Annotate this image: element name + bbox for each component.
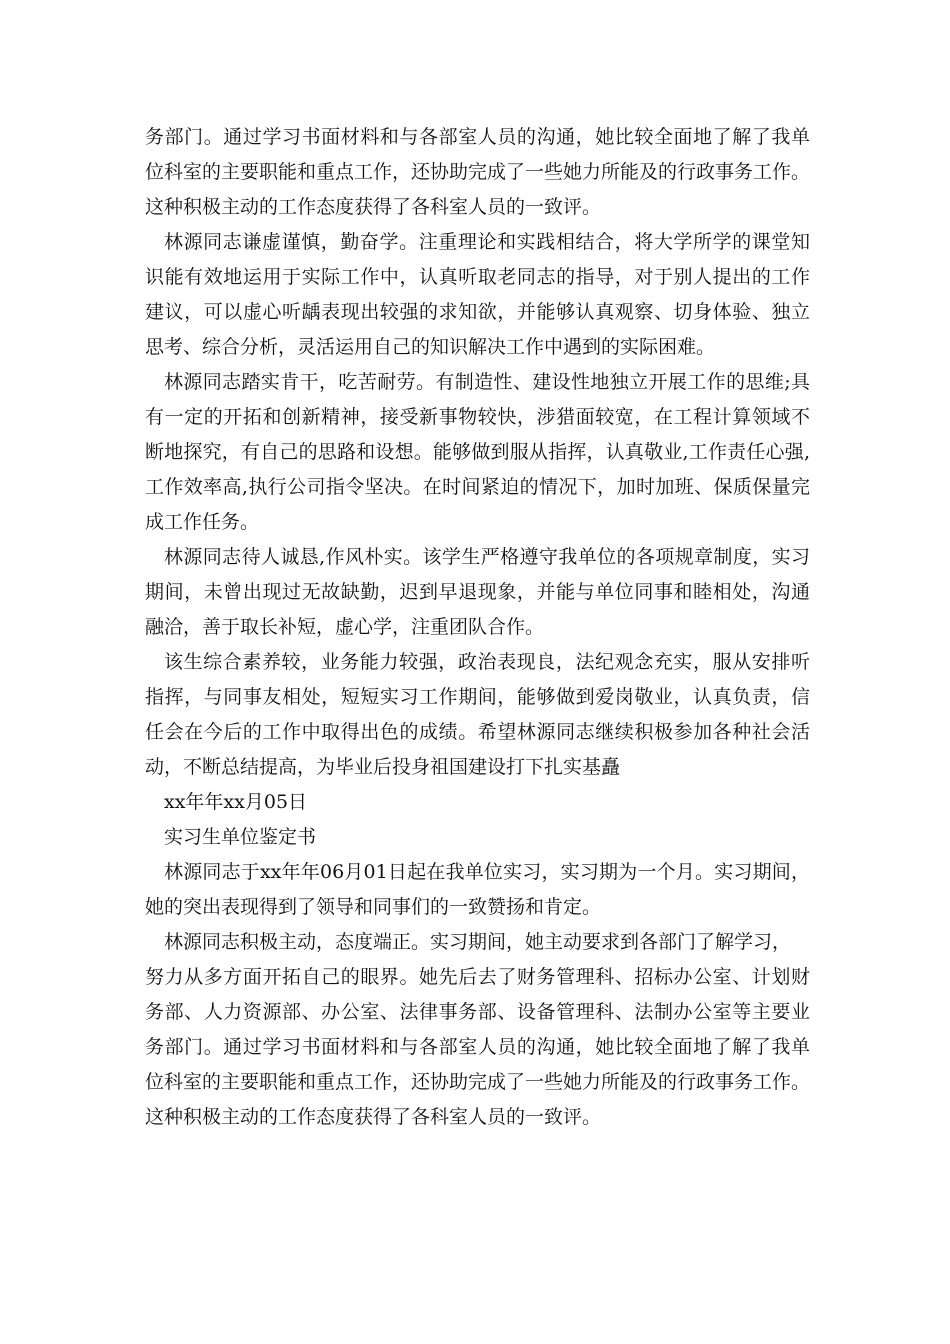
text-line: 这种积极主动的工作态度获得了各科室人员的一致评。 xyxy=(145,1106,602,1128)
text-line: 她的突出表现得到了领导和同事们的一致赞扬和肯定。 xyxy=(145,896,602,918)
text-line: 建议，可以虚心听龋表现出较强的求知欲，并能够认真观察、切身体验、独立 xyxy=(145,301,810,323)
text-line: 有一定的开拓和创新精神，接受新事物较快，涉猎面较宽，在工程计算领域不 xyxy=(145,406,810,428)
text-line: 期间，未曾出现过无故缺勤，迟到早退现象，并能与单位同事和睦相处，沟通 xyxy=(145,581,810,603)
text-line: 任会在今后的工作中取得出色的成绩。希望林源同志继续积极参加各种社会活 xyxy=(145,721,810,743)
text-line: 工作效率高,执行公司指令坚决。在时间紧迫的情况下，加时加班、保质保量完 xyxy=(145,476,810,498)
paragraph-start-line: 林源同志于xx年年06月01日起在我单位实习，实习期为一个月。实习期间， xyxy=(164,861,810,883)
paragraph-start-line: 林源同志谦虚谨慎，勤奋学。注重理论和实践相结合，将大学所学的课堂知 xyxy=(164,231,810,253)
text-line: 动，不断总结提高，为毕业后投身祖国建设打下扎实基矗 xyxy=(145,756,621,778)
text-line: 思考、综合分析，灵活运用自己的知识解决工作中遇到的实际困难。 xyxy=(145,336,716,358)
text-line: 务部、人力资源部、办公室、法律事务部、设备管理科、法制办公室等主要业 xyxy=(145,1001,810,1023)
section-title: 实习生单位鉴定书 xyxy=(164,826,317,848)
text-line: 融洽，善于取长补短，虚心学，注重团队合作。 xyxy=(145,616,545,638)
paragraph-start-line: 林源同志待人诚恳,作风朴实。该学生严格遵守我单位的各项规章制度，实习 xyxy=(164,546,810,568)
text-line: 努力从多方面开拓自己的眼界。她先后去了财务管理科、招标办公室、计划财 xyxy=(145,966,810,988)
document-body xyxy=(145,120,810,1135)
text-line: 成工作任务。 xyxy=(145,511,260,533)
text-line: 务部门。通过学习书面材料和与各部室人员的沟通，她比较全面地了解了我单 xyxy=(145,1036,810,1058)
text-line: 识能有效地运用于实际工作中，认真听取老同志的指导，对于别人提出的工作 xyxy=(145,266,810,288)
text-line: 指挥，与同事友相处，短短实习工作期间，能够做到爱岗敬业，认真负责，信 xyxy=(145,686,810,708)
text-line: 位科室的主要职能和重点工作，还协助完成了一些她力所能及的行政事务工作。 xyxy=(145,161,810,183)
paragraph-start-line: 林源同志积极主动，态度端正。实习期间，她主动要求到各部门了解学习， xyxy=(164,931,792,953)
paragraph-start-line: 林源同志踏实肯干，吃苦耐劳。有制造性、建设性地独立开展工作的思维;具 xyxy=(164,371,810,393)
text-line: 断地探究，有自己的思路和设想。能够做到服从指挥，认真敬业,工作责任心强, xyxy=(145,441,810,463)
text-line: 位科室的主要职能和重点工作，还协助完成了一些她力所能及的行政事务工作。 xyxy=(145,1071,810,1093)
paragraph-start-line: 该生综合素养较，业务能力较强，政治表现良，法纪观念充实，服从安排听 xyxy=(164,651,810,673)
text-line: 务部门。通过学习书面材料和与各部室人员的沟通，她比较全面地了解了我单 xyxy=(145,126,810,148)
text-line: 这种积极主动的工作态度获得了各科室人员的一致评。 xyxy=(145,196,602,218)
date-line: xx年年xx月05日 xyxy=(164,791,308,813)
